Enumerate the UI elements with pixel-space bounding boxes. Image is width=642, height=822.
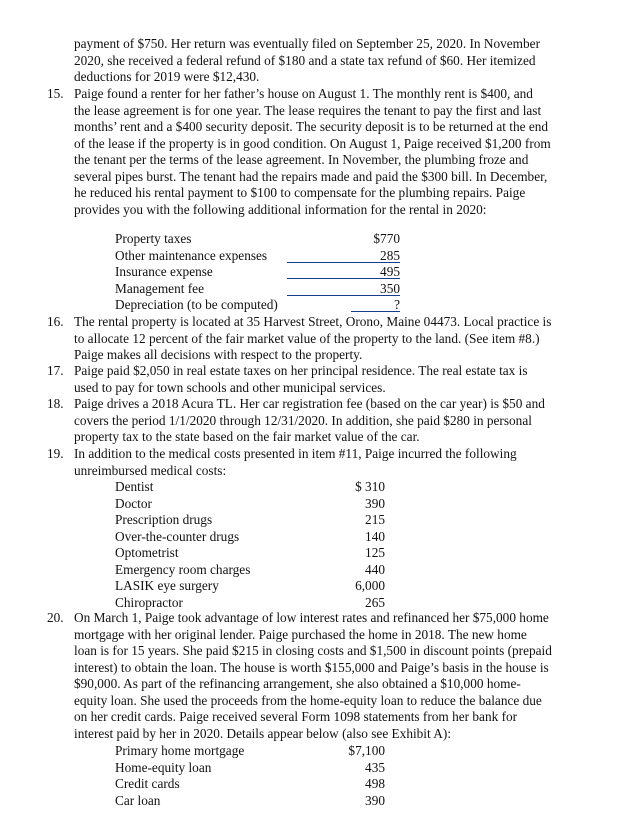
text-line: unreimbursed medical costs:	[74, 462, 227, 478]
expense-amount: $770	[373, 231, 400, 246]
item-19	[47, 446, 594, 479]
cost-amount: 265	[365, 594, 385, 610]
expense-amount: ?	[394, 297, 400, 312]
text-line: to allocate 12 percent of the fair market value of the property to the land. (See item #8.)	[74, 330, 540, 346]
cost-amount: 125	[365, 545, 385, 560]
text-line: deductions for 2019 were $12,430.	[74, 69, 260, 84]
text-line: interest) to obtain the loan. The house is worth $155,000 and Paige’s basis in the house is	[74, 659, 549, 675]
cost-label: Emergency room charges	[115, 561, 251, 577]
text-line: he reduced his rental payment to $100 to compensate for the plumbing repairs. Paige	[74, 185, 526, 200]
item-number: 18.	[47, 396, 64, 411]
cost-label: Chiropractor	[115, 594, 183, 610]
interest-label: Car loan	[115, 792, 161, 808]
text-line: interest paid by her in 2020. Details appear below (also see Exhibit A):	[74, 725, 452, 741]
text-line: The rental property is located at 35 Harvest Street, Orono, Maine 04473. Local practice is	[74, 314, 552, 329]
field-underline	[351, 311, 400, 312]
cost-amount: 140	[365, 528, 385, 544]
item-number: 19.	[47, 446, 64, 461]
text-line: Paige drives a 2018 Acura TL. Her car registration fee (based on the car year) is $50 and	[74, 396, 545, 411]
text-line: the tenant per the terms of the lease agreement. In November, the plumbing froze and	[74, 152, 529, 167]
text-line: equity loan. She used the proceeds from the home-equity loan to reduce the balance due	[74, 692, 542, 708]
text-line: of the lease if the property is in good condition. On August 1, Paige received $1,200 from	[74, 135, 551, 151]
text-line: months’ rent and a $400 security deposit. The security deposit is to be returned at the end	[74, 119, 549, 134]
cost-amount: 440	[365, 561, 385, 577]
expense-label: Insurance expense	[115, 264, 213, 279]
text-line: the lease agreement is for one year. The lease requires the tenant to pay the first and last	[74, 102, 542, 118]
cost-label: Over-the-counter drugs	[115, 528, 240, 544]
field-underline	[287, 295, 400, 296]
expense-label: Other maintenance expenses	[115, 247, 268, 263]
interest-amount: 390	[365, 792, 385, 808]
text-line: on her credit cards. Paige received several Form 1098 statements from her bank for	[74, 709, 518, 724]
interest-label: Credit cards	[115, 776, 180, 791]
text-line: loan is for 15 years. She paid $215 in closing costs and $1,500 in discount points (prepaid	[74, 643, 552, 658]
cost-label: Optometrist	[115, 545, 179, 560]
interest-amount: $7,100	[348, 743, 385, 758]
text-line: covers the period 1/1/2020 through 12/31/2020. In addition, she paid $280 in personal	[74, 412, 532, 428]
expense-label: Depreciation (to be computed)	[115, 297, 278, 312]
text-line: 2020, she received a federal refund of $180 and a state tax refund of $60. Her itemized	[74, 52, 536, 68]
item-number: 20.	[47, 610, 64, 625]
item-number: 16.	[47, 314, 64, 329]
cost-label: Doctor	[115, 495, 152, 511]
text-line: several pipes burst. The tenant had the repairs made and paid the $300 bill. In December,	[74, 168, 548, 184]
item-number: 17.	[47, 363, 64, 378]
intro-paragraph	[74, 36, 594, 86]
interest-amount: 498	[365, 776, 385, 791]
expense-label: Management fee	[115, 280, 204, 296]
text-line: $90,000. As part of the refinancing arrangement, she also obtained a $10,000 home-	[74, 676, 521, 691]
interest-label: Primary home mortgage	[115, 743, 245, 758]
item-20	[47, 610, 594, 742]
item-16	[47, 314, 594, 364]
text-line: provides you with the following additional information for the rental in 2020:	[74, 201, 487, 217]
cost-label: LASIK eye surgery	[115, 578, 219, 593]
field-underline	[287, 278, 400, 279]
cost-label: Prescription drugs	[115, 512, 213, 527]
cost-amount: 215	[365, 512, 385, 527]
item-17	[47, 363, 594, 396]
interest-amount: 435	[365, 759, 385, 775]
cost-amount: 6,000	[355, 578, 385, 593]
text-line: property tax to the state based on the fair market value of the car.	[74, 429, 420, 444]
text-line: In addition to the medical costs presented in item #11, Paige incurred the following	[74, 446, 517, 461]
text-line: payment of $750. Her return was eventually filed on September 25, 2020. In November	[74, 36, 541, 51]
text-line: Paige makes all decisions with respect to the property.	[74, 347, 363, 362]
expense-amount: 285	[380, 247, 400, 263]
cost-amount: 390	[365, 495, 385, 511]
expense-amount: 495	[380, 264, 400, 279]
text-line: On March 1, Paige took advantage of low interest rates and refinanced her $75,000 home	[74, 610, 549, 625]
text-line: Paige found a renter for her father’s house on August 1. The monthly rent is $400, and	[74, 86, 533, 101]
cost-label: Dentist	[115, 479, 154, 494]
cost-amount: $ 310	[355, 479, 385, 494]
text-line: mortgage with her original lender. Paige purchased the home in 2018. The new home	[74, 626, 527, 642]
expense-amount: 350	[380, 280, 400, 296]
interest-label: Home-equity loan	[115, 759, 212, 775]
item-18	[47, 396, 594, 446]
field-underline	[287, 262, 400, 263]
text-line: used to pay for town schools and other municipal services.	[74, 379, 386, 395]
item-15	[47, 86, 594, 218]
expense-label: Property taxes	[115, 231, 192, 246]
text-line: Paige paid $2,050 in real estate taxes on her principal residence. The real estate tax is	[74, 363, 528, 378]
item-number: 15.	[47, 86, 64, 101]
